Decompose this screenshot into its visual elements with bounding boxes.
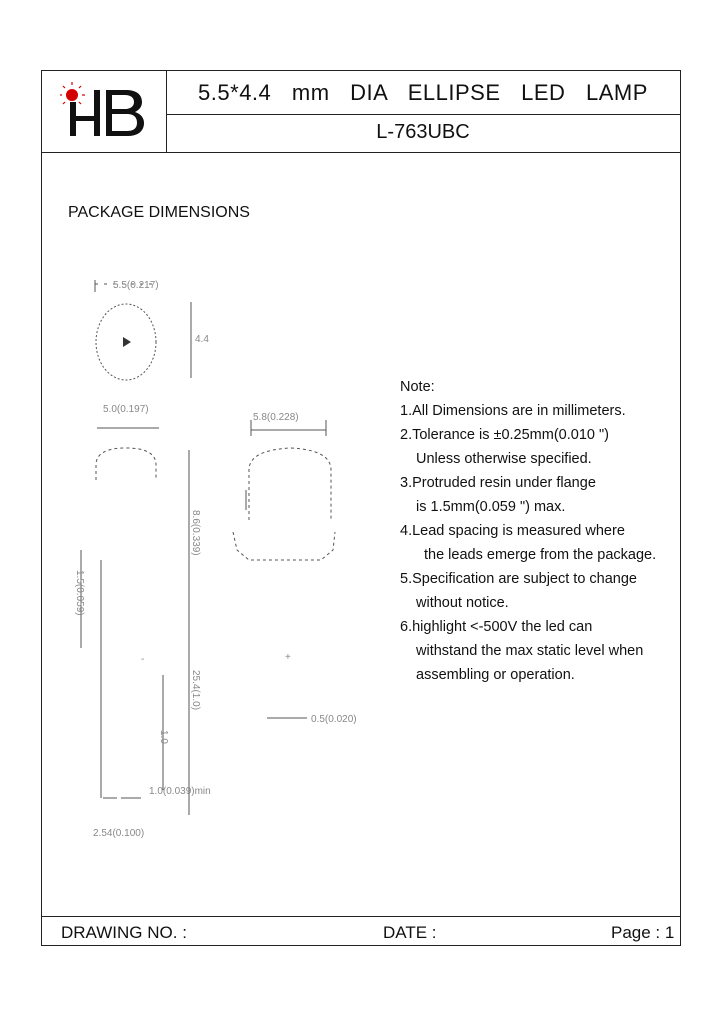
dim-lead-length: 25.4(1.0) (190, 670, 201, 711)
date-label: DATE : (383, 923, 437, 942)
page-title: 5.5*4.4 mm DIA ELLIPSE LED LAMP (198, 80, 648, 105)
note-line: 3.Protruded resin under flange (400, 475, 596, 491)
anode-mark: + (285, 652, 291, 663)
notes-heading: Note: (400, 379, 435, 395)
note-line: Unless otherwise specified. (416, 451, 592, 467)
logo-letters (70, 90, 144, 136)
footer-top-line (41, 916, 681, 917)
dim-flange-width: 5.8(0.228) (253, 412, 299, 423)
part-number: L-763UBC (376, 121, 470, 143)
section-title: PACKAGE DIMENSIONS (68, 204, 250, 221)
note-line: 5.Specification are subject to change (400, 571, 637, 587)
hb-logo-mark (60, 82, 150, 142)
notes-block (400, 375, 656, 687)
dim-square-lead: 0.5(0.020) (311, 714, 357, 725)
note-line: withstand the max static level when (416, 643, 644, 659)
note-line: 2.Tolerance is ±0.25mm(0.010 ") (400, 427, 609, 443)
note-line: 4.Lead spacing is measured where (400, 523, 625, 539)
dim-lead-min: 1.0 (158, 730, 169, 744)
note-line: the leads emerge from the package. (424, 547, 657, 563)
dim-top-width: 5.5(0.217) (113, 280, 159, 291)
dim-body-diameter: 5.0(0.197) (103, 404, 149, 415)
note-line: 1.All Dimensions are in millimeters. (400, 403, 626, 419)
note-line: without notice. (416, 595, 509, 611)
side-view-side (233, 420, 335, 718)
top-view (95, 280, 191, 380)
note-line: assembling or operation. (416, 667, 575, 683)
page-number: Page : 1 (611, 923, 675, 942)
hb-logo (60, 82, 150, 142)
drawing-number-label: DRAWING NO. : (61, 923, 187, 942)
header-bottom-line (41, 152, 681, 153)
note-line: is 1.5mm(0.059 ") max. (416, 499, 566, 515)
dim-flange-height: 1.5(0.059) (74, 570, 85, 616)
dim-body-length: 8.6(0.339) (190, 510, 201, 556)
dim-lead-spacing: 1.0(0.039)min (149, 786, 211, 797)
dim-lead-pitch: 2.54(0.100) (93, 828, 145, 839)
side-view-front (81, 428, 189, 815)
header-mid-line (166, 114, 681, 115)
dim-top-height: 4.4 (195, 334, 209, 345)
cathode-mark: - (141, 654, 145, 665)
package-drawing-svg (41, 270, 401, 850)
package-drawing (41, 270, 401, 850)
note-line: 6.highlight <-500V the led can (400, 619, 593, 635)
